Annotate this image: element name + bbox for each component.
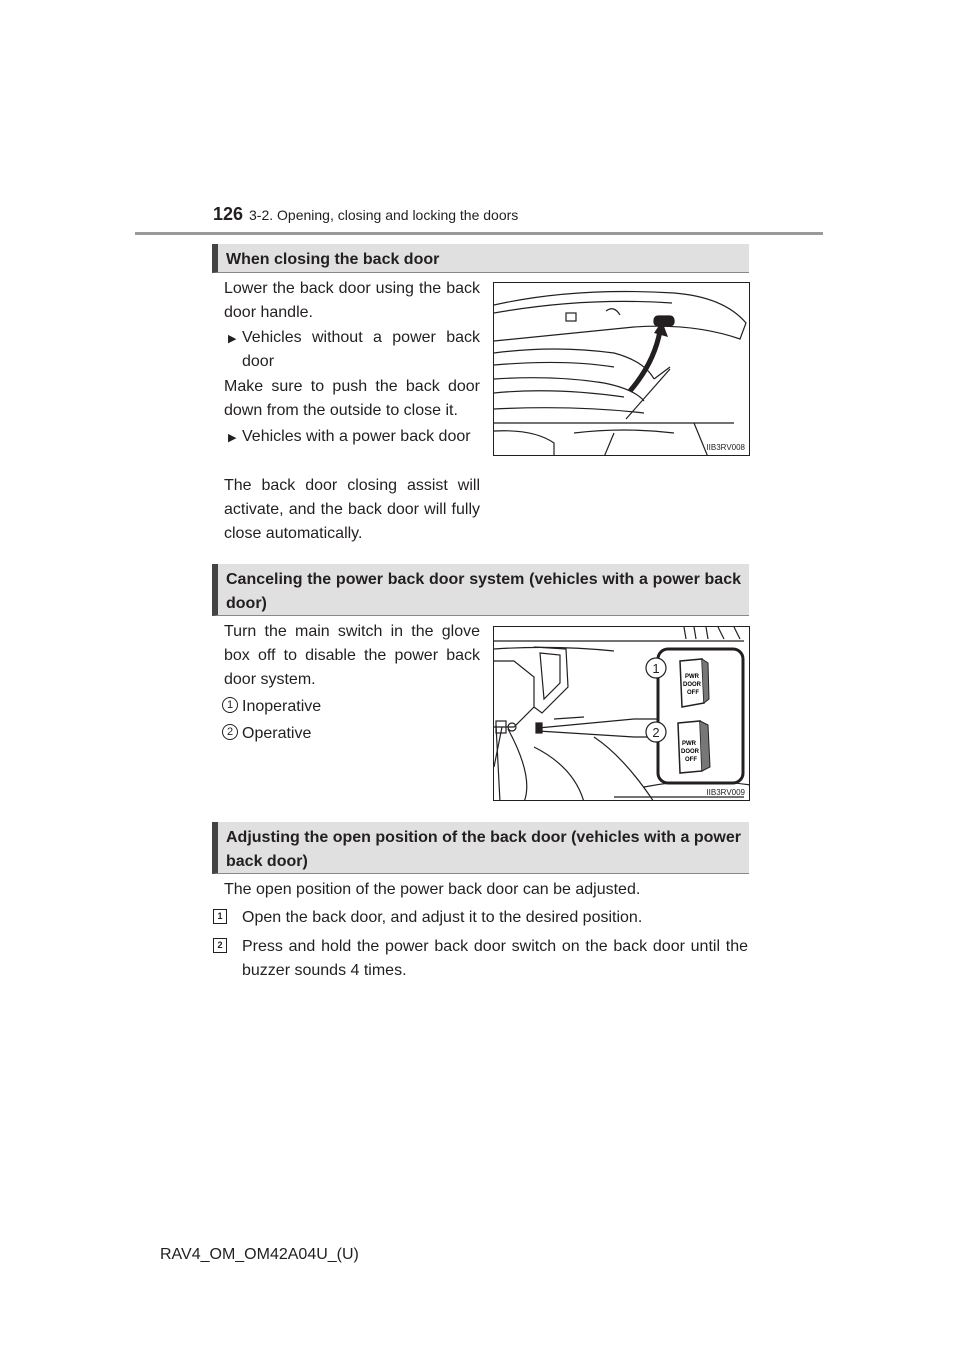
item-label: Inoperative xyxy=(242,698,322,715)
without-power-text: Make sure to push the back door down from the outside to close it. xyxy=(224,378,480,419)
glove-box-interior-illustration xyxy=(494,627,750,801)
section-title-adjusting: Adjusting the open position of the back door (vehicles with a power back door) xyxy=(212,822,749,874)
svg-text:OFF: OFF xyxy=(687,690,699,696)
power-door-switch-off-icon xyxy=(680,659,709,707)
section-title-canceling: Canceling the power back door system (vehicles with a power back door) xyxy=(212,564,749,616)
with-power-text: The back door closing assist will activate, and the back door will fully close automatically. xyxy=(224,477,480,542)
page-number: 126 xyxy=(213,204,244,224)
item-number: 1 xyxy=(222,697,238,713)
closing-intro: Lower the back door using the back door handle. xyxy=(224,280,480,321)
adjusting-intro: The open position of the power back door can be adjusted. xyxy=(224,881,641,898)
step-number: 2 xyxy=(213,938,227,953)
triangle-bullet-icon: ▶ xyxy=(228,333,237,345)
svg-text:OFF: OFF xyxy=(685,757,697,763)
svg-text:DOOR: DOOR xyxy=(681,749,699,755)
figure-code: IIB3RV009 xyxy=(706,788,745,797)
step-text: Open the back door, and adjust it to the desired position. xyxy=(242,909,643,926)
step-text: Press and hold the power back door switch on the back door until the buzzer sounds 4 times. xyxy=(242,938,748,979)
back-door-handle-figure xyxy=(493,282,750,456)
header-rule xyxy=(135,232,823,235)
item-label: Operative xyxy=(242,725,312,742)
callout-2: 2 xyxy=(652,725,660,740)
svg-text:PWR: PWR xyxy=(685,674,699,680)
section-title-closing: When closing the back door xyxy=(212,244,749,273)
triangle-bullet-icon: ▶ xyxy=(228,432,237,444)
with-power-label: ▶ Vehicles with a power back door xyxy=(228,425,480,449)
item-number: 2 xyxy=(222,724,238,740)
callout-1: 1 xyxy=(652,661,660,676)
svg-text:DOOR: DOOR xyxy=(683,682,701,688)
glove-box-switch-figure xyxy=(493,626,750,801)
without-power-label: ▶ Vehicles without a power back door xyxy=(228,329,480,370)
step-number: 1 xyxy=(213,909,227,924)
svg-text:PWR: PWR xyxy=(682,741,696,747)
running-head: 3-2. Opening, closing and locking the doors xyxy=(249,207,519,223)
canceling-text: Turn the main switch in the glove box off to disable the power back door system. xyxy=(224,623,480,688)
power-door-switch-on-icon xyxy=(678,721,710,773)
document-code: RAV4_OM_OM42A04U_(U) xyxy=(160,1246,359,1263)
back-door-interior-illustration xyxy=(494,283,750,456)
figure-code: IIB3RV008 xyxy=(706,443,745,452)
